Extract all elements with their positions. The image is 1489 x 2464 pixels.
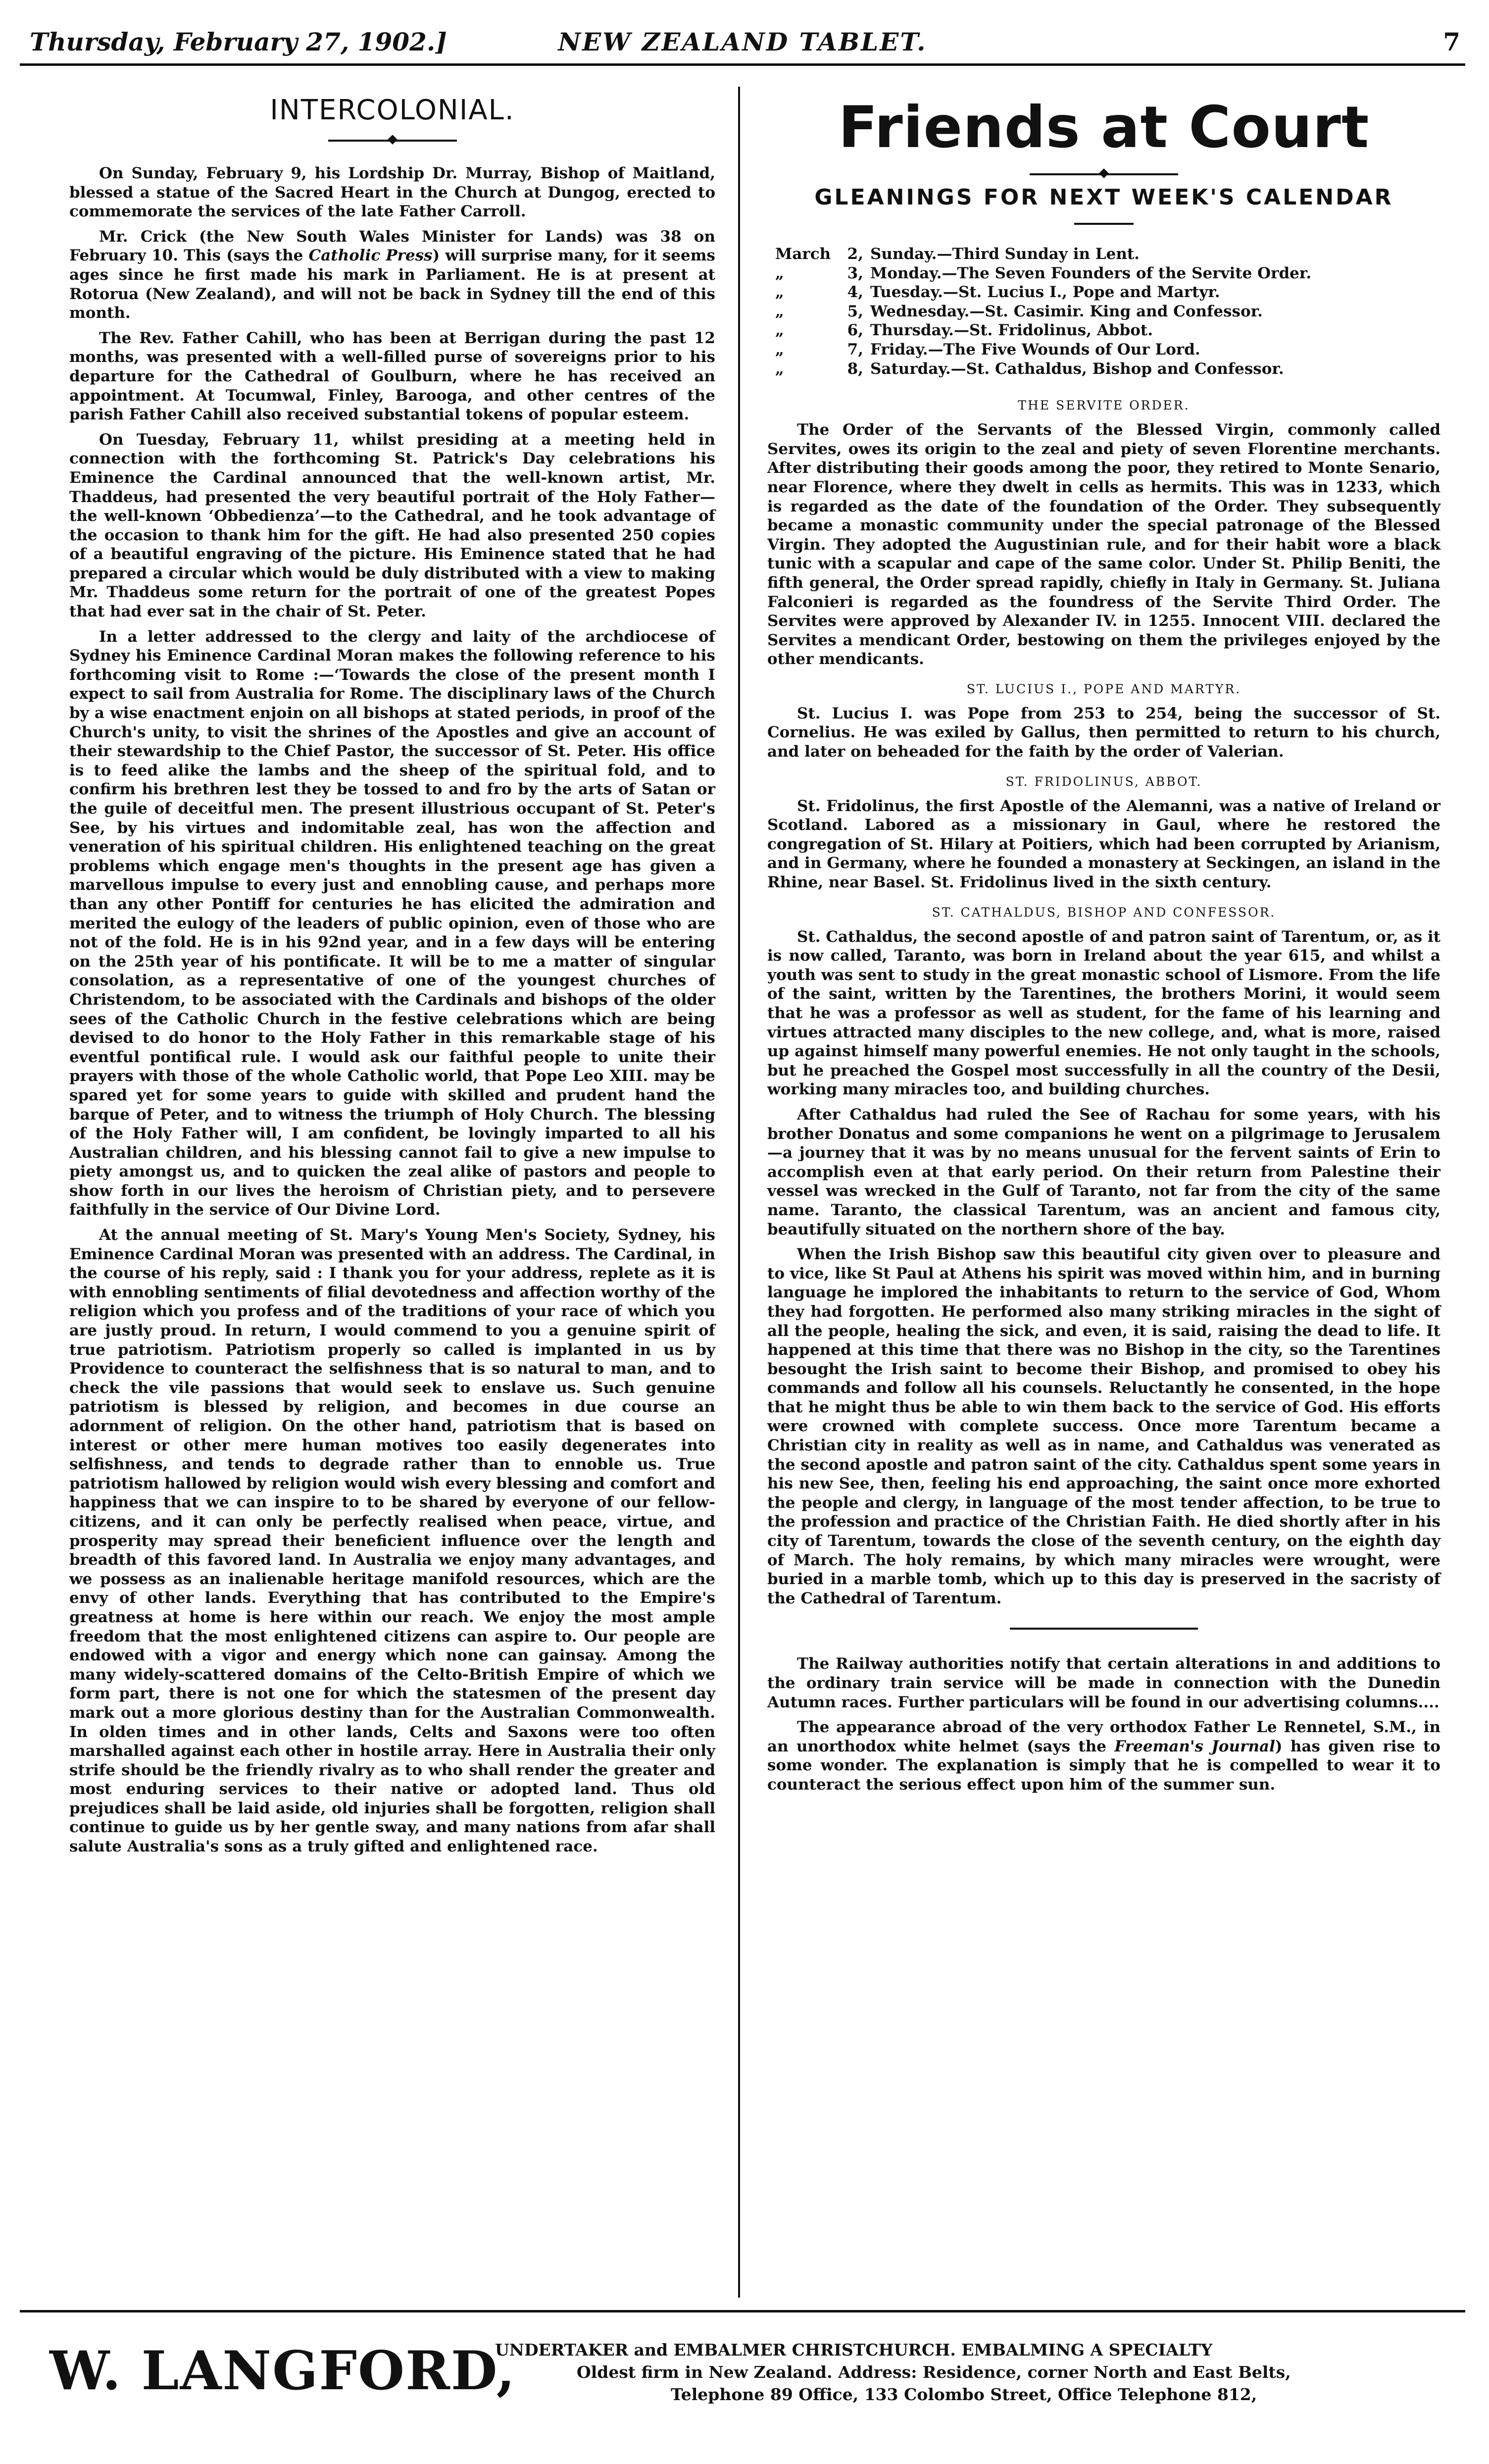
calendar-month: March bbox=[775, 245, 831, 263]
calendar-month: „ bbox=[775, 283, 784, 302]
section-heading: ST. CATHALDUS, BISHOP AND CONFESSOR. bbox=[932, 905, 1276, 920]
calendar-text: Thursday.—St. Fridolinus, Abbot. bbox=[870, 321, 1153, 340]
paragraph: St. Lucius I. was Pope from 253 to 254, being the successor of St. Cornelius. He was exiled by Gallus, then permitted to return to his church, and later on beheaded for the faith by the order of Valerian. bbox=[767, 704, 1440, 761]
paragraph: St. Cathaldus, the second apostle of and patron saint of Tarentum, or, as it is now called, Taranto, was born in Ireland about the year 615, and whilst a youth was sent to study in the great monastic school of Lismore. From the life of the saint, written by the Tarentines, the brothers Morini, it would seem that he was a professor as well as student, for the fame of his learning and virtues attracted many disciples to the new college, and, what is more, raised up against himself many powerful enemies. He not only taught in the schools, but he preached the Gospel most successfully in all the country of the Desii, working many miracles too, and building churches. bbox=[767, 927, 1440, 1099]
calendar-month: „ bbox=[775, 302, 784, 320]
paragraph: When the Irish Bishop saw this beautiful city given over to pleasure and to vice, like St Paul at Athens his spirit was moved within him, and in burning language he implored the inhabitants to return to the service of God, Whom they had forgotten. He performed also many striking miracles in the sight of all the people, healing the sick, and even, it is said, raising the dead to life. It happened at this time that there was no Bishop in the city, so the Tarentines besought the Irish saint to become their Bishop, and promised to obey his commands and follow all his counsels. Reluctantly he consented, in the hope that he might thus be able to win them back to the service of God. His efforts were crowned with complete success. Once more Tarentum became a Christian city in reality as well as in name, and Cathaldus was venerated as the second apostle and patron saint of the city. Cathaldus spent some years in his new See, then, feeling his end approaching, the saint once more exhorted the people and clergy, in language of the most tender affection, to be true to the profession and practice of the Christian Faith. He died shortly after in his city of Tarentum, towards the close of the seventh century, on the eighth day of March. The holy remains, by which many miracles were wrought, were buried in a marble tomb, which up to this day is preserved in the sacristy of the Cathedral of Tarentum. bbox=[767, 1245, 1440, 1607]
advertiser-name: W. LANGFORD, bbox=[50, 2340, 516, 2402]
footer-rule bbox=[20, 2310, 1465, 2312]
calendar-row bbox=[767, 245, 1440, 264]
calendar-month: „ bbox=[775, 359, 784, 378]
title-ornament bbox=[328, 136, 457, 144]
diamond-icon bbox=[388, 135, 397, 145]
calendar-day: 8, bbox=[847, 359, 863, 378]
calendar-day: 7, bbox=[847, 340, 863, 359]
paragraph: After Cathaldus had ruled the See of Rachau for some years, with his brother Donatus and some companions he went on a pilgrimage to Jerusalem—a journey that it was by no means unusual for the fervent saints of Erin to accomplish even at that early period. On their return from Palestine their vessel was wrecked in the Gulf of Taranto, not far from the city of the same name. Taranto, the classical Tarentum, was an ancient and famous city, beautifully situated on the northern shore of the bay. bbox=[767, 1105, 1440, 1238]
calendar-day: 4, bbox=[847, 283, 863, 302]
calendar-day: 2, bbox=[847, 245, 863, 263]
paragraph: The Rev. Father Cahill, who has been at Berrigan during the past 12 months, was presented with a well-filled purse of sovereigns prior to his departure for the Cathedral of Goulburn, where he has received an appointment. At Tocumwal, Finley, Barooga, and other centres of the parish Father Cahill also received substantial tokens of popular esteem. bbox=[69, 329, 715, 424]
calendar-month: „ bbox=[775, 264, 784, 282]
paragraph: On Tuesday, February 11, whilst presiding at a meeting held in connection with the forthcoming St. Patrick's Day celebrations his Eminence the Cardinal announced that the well-known artist, Mr. Thaddeus, had presented the very beautiful portrait of the Holy Father—the well-known ‘Obbedienza’—to the Cathedral, and he took advantage of the occasion to thank him for the gift. He had also presented 250 copies of a beautiful engraving of the picture. His Eminence stated that he had prepared a circular which would be duly distributed with a view to making Mr. Thaddeus some return for the portrait of one of the greatest Popes that had ever sat in the chair of St. Peter. bbox=[69, 430, 715, 621]
calendar-row bbox=[767, 283, 1440, 302]
page-number: 7 bbox=[1443, 27, 1460, 56]
calendar-month: „ bbox=[775, 321, 784, 340]
calendar-text: Wednesday.—St. Casimir. King and Confessor. bbox=[870, 302, 1263, 320]
diamond-icon bbox=[1099, 168, 1109, 178]
article-title: INTERCOLONIAL. bbox=[270, 94, 515, 126]
article-subtitle: GLEANINGS FOR NEXT WEEK'S CALENDAR bbox=[814, 185, 1393, 210]
calendar-row bbox=[767, 340, 1440, 359]
section-heading: THE SERVITE ORDER. bbox=[1018, 398, 1190, 413]
calendar-text: Friday.—The Five Wounds of Our Lord. bbox=[870, 340, 1200, 359]
intercolonial-article bbox=[69, 84, 715, 1856]
paragraph: At the annual meeting of St. Mary's Young Men's Society, Sydney, his Eminence Cardinal Moran was presented with an address. The Cardinal, in the course of his reply, said : I thank you for your address, replete as it is with ennobling sentiments of filial devotedness and affection worthy of the religion which you profess and of the traditions of your race of which you are justly proud. In return, I would commend to you a genuine spirit of true patriotism. Patriotism properly so called is implanted in us by Providence to counteract the selfishness that is so natural to man, and to check the vile passions that would seek to enslave us. Such genuine patriotism is blessed by religion, and becomes in due course an adornment of religion. On the other hand, patriotism that is based on interest or other mere human motives too easily degenerates into selfishness, and tends to degrade rather than to ennoble us. True patriotism hallowed by religion would wish every blessing and comfort and happiness that we can inspire to to be shared by everyone of our fellow-citizens, and it can only be perfectly realised when peace, virtue, and prosperity may spread their beneficient influence over the length and breadth of this favored land. In Australia we enjoy many advantages, and we possess as an inalienable heritage manifold resources, which are the envy of other lands. Everything that has contributed to the Empire's greatness at home is here within our reach. We enjoy the most ample freedom that the most enlightened citizens can aspire to. Our people are endowed with a vigor and energy which none can gainsay. Among the many widely-scattered domains of the Celto-British Empire of which we form part, there is not one for which the statesmen of the present day mark out a more glorious destiny than for the Australian Commonwealth. In olden times and in other lands, Celts and Saxons were too often marshalled against each other in hostile array. Here in Australia their only strife should be the friendly rivalry as to who shall render the greater and most enduring services to their native or adopted land. Thus old prejudices shall be laid aside, old injuries shall be forgotten, religion shall continue to guide us by her gentle sway, and many nations from afar shall salute Australia's sons as a truly gifted and enlightened race. bbox=[69, 1226, 715, 1856]
calendar-row bbox=[767, 359, 1440, 379]
paragraph: In a letter addressed to the clergy and laity of the archdiocese of Sydney his Eminence Cardinal Moran makes the following reference to his forthcoming visit to Rome :—‘Towards the close of the present month I expect to sail from Australia for Rome. The disciplinary laws of the Church by a wise enactment enjoin on all bishops at stated periods, in proof of the Church's unity, to visit the shrines of the Apostles and give an account of their stewardship to the Chief Pastor, the successor of St. Peter. His office is to feed alike the lambs and the sheep of the spiritual fold, and to confirm his brethren lest they be tossed to and fro by the arts of Satan or the guile of deceitful men. The present illustrious occupant of St. Peter's See, by his virtues and indomitable zeal, has won the affection and veneration of his spiritual children. His enlightened teaching on the great problems which engage men's thoughts in the present age has given a marvellous impulse to every just and ennobling cause, and perhaps more than any other Pontiff for centuries he has elicited the admiration and merited the eulogy of the leaders of public opinion, even of those who are not of the fold. He is in his 92nd year, and in a few days will be entering on the 25th year of his pontificate. It will be to me a matter of singular consolation, as a representative of one of the youngest churches of Christendom, to be associated with the Cardinals and bishops of the older sees of the Catholic Church in the festive celebrations which are being devised to do honor to the Holy Father in this remarkable stage of his eventful pontifical rule. I would ask our faithful people to unite their prayers with those of the whole Catholic world, that Pope Leo XIII. may be spared yet for some years to guide with skilled and prudent hand the barque of Peter, and to witness the triumph of Holy Church. The blessing of the Holy Father will, I am confident, be lovingly imparted to all his Australian children, and his blessing cannot fail to give a new impulse to piety amongst us, and to quicken the zeal alike of pastors and people to show forth in our lives the heroism of Christian piety, and to persevere faithfully in the service of Our Divine Lord. bbox=[69, 627, 715, 1219]
calendar-day: 3, bbox=[847, 264, 863, 282]
column-divider bbox=[738, 87, 740, 2298]
calendar-day: 6, bbox=[847, 321, 863, 340]
paragraph: On Sunday, February 9, his Lordship Dr. Murray, Bishop of Maitland, blessed a statue of the Sacred Heart in the Church at Dungog, erected to commemorate the services of the late Father Carroll. bbox=[69, 164, 715, 221]
header-rule bbox=[20, 63, 1465, 66]
short-rule bbox=[1074, 223, 1134, 225]
section-heading: ST. LUCIUS I., POPE AND MARTYR. bbox=[966, 681, 1241, 696]
section-heading: ST. FRIDOLINUS, ABBOT. bbox=[1005, 774, 1202, 789]
page-header bbox=[20, 25, 1465, 59]
calendar-text: Saturday.—St. Cathaldus, Bishop and Confessor. bbox=[870, 359, 1284, 378]
calendar-text: Tuesday.—St. Lucius I., Pope and Martyr. bbox=[870, 283, 1220, 302]
calendar-day: 5, bbox=[847, 302, 863, 320]
calendar-text: Monday.—The Seven Founders of the Servite Order. bbox=[870, 264, 1312, 282]
footer-advertisement bbox=[50, 2335, 1465, 2444]
italic-publication: Catholic Press bbox=[308, 247, 433, 265]
ad-line: Oldest firm in New Zealand. Address: Residence, corner North and East Belts, bbox=[577, 2362, 1291, 2382]
calendar-row bbox=[767, 302, 1440, 321]
ad-line: Telephone 89 Office, 133 Colombo Street, Office Telephone 812, bbox=[671, 2385, 1257, 2404]
paragraph: The Railway authorities notify that certain alterations in and additions to the ordinary train service will be made in connection with the Dunedin Autumn races. Further particulars will be found in our advertising columns.... bbox=[767, 1655, 1440, 1711]
calendar-row bbox=[767, 321, 1440, 340]
newspaper-title: NEW ZEALAND TABLET. bbox=[558, 27, 927, 56]
calendar-row bbox=[767, 264, 1440, 283]
paragraph: St. Fridolinus, the first Apostle of the Alemanni, was a native of Ireland or Scotland. Labored as a missionary in Gaul, where he restored the congregation of St. Hilary at Poitiers, which had been corrupted by Arianism, and in Germany, where he founded a monastery at Seckingen, an island in the Rhine, near Basel. St. Fridolinus lived in the sixth century. bbox=[767, 797, 1440, 892]
advertiser-details bbox=[495, 2339, 1291, 2406]
issue-date: Thursday, February 27, 1902.] bbox=[30, 27, 447, 56]
article-title: Friends at Court bbox=[838, 94, 1370, 161]
italic-publication: Freeman's Journal bbox=[1114, 1737, 1275, 1755]
calendar-text: Sunday.—Third Sunday in Lent. bbox=[870, 245, 1140, 263]
ad-line: UNDERTAKER and EMBALMER CHRISTCHURCH. EMBALMING A SPECIALTY bbox=[495, 2340, 1213, 2360]
section-rule bbox=[1010, 1628, 1198, 1630]
paragraph: The Order of the Servants of the Blessed Virgin, commonly called Servites, owes its origin to the zeal and piety of seven Florentine merchants. After distributing their goods among the poor, they retired to Monte Senario, near Florence, where they dwelt in cells as hermits. This was in 1233, which is regarded as the date of the foundation of the Order. They subsequently became a monastic community under the special patronage of the Blessed Virgin. They adopted the Augustinian rule, and for their habit wore a black tunic with a scapular and cape of the same color. Under St. Philip Beniti, the fifth general, the Order spread rapidly, chiefly in Italy in Germany. St. Juliana Falconieri is regarded as the foundress of the Servite Third Order. The Servites were approved by Alexander IV. in 1255. Innocent VIII. declared the Servites a mendicant Order, bestowing on them the privileges enjoyed by the other mendicants. bbox=[767, 421, 1440, 668]
friends-at-court-article bbox=[767, 84, 1440, 1795]
paragraph: Mr. Crick (the New South Wales Minister for Lands) was 38 on February 10. This (says the Catholic Press) will surprise many, for it seems ages since he first made his mark in Parliament. He is at present at Rotorua (New Zealand), and will not be back in Sydney till the end of this month. bbox=[69, 227, 715, 322]
paragraph: The appearance abroad of the very orthodox Father Le Rennetel, S.M., in an unorthodox white helmet (says the Freeman's Journal) has given rise to some wonder. The explanation is simply that he is compelled to wear it to counteract the serious effect upon him of the summer sun. bbox=[767, 1718, 1440, 1794]
calendar-month: „ bbox=[775, 340, 784, 359]
calendar-list bbox=[767, 245, 1440, 378]
title-ornament bbox=[1030, 170, 1178, 178]
